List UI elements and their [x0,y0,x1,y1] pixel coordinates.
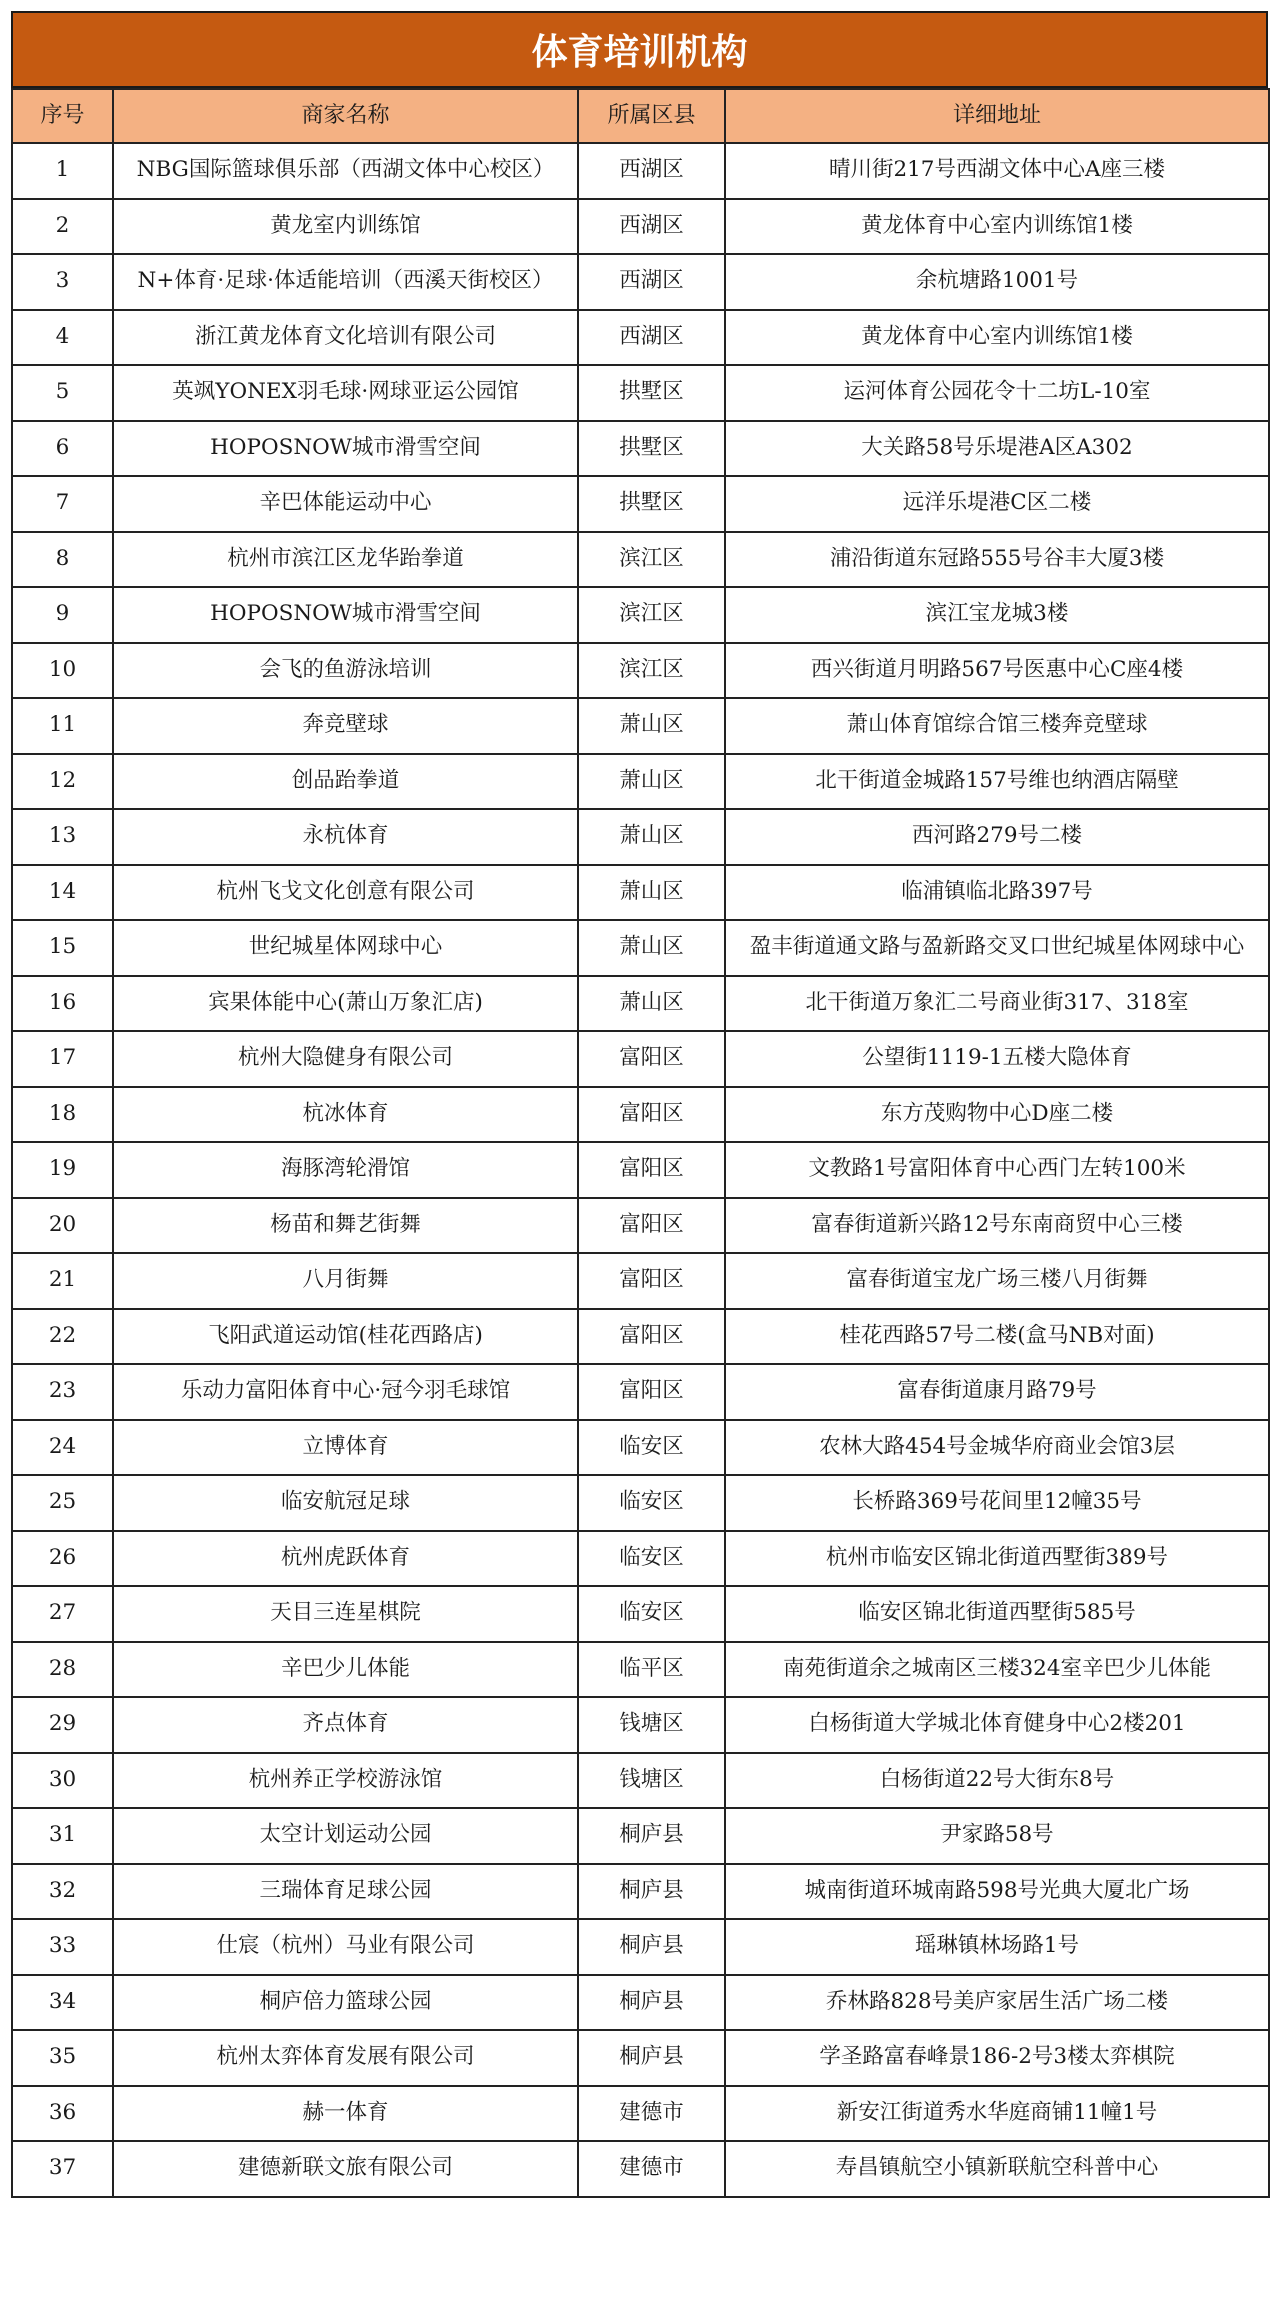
district-cell: 滨江区 [578,643,725,699]
row-index-cell: 5 [12,365,113,421]
row-index-cell: 20 [12,1198,113,1254]
merchant-name-cell: 世纪城星体网球中心 [113,920,578,976]
table-row [12,809,1269,865]
merchant-name-cell: 齐点体育 [113,1697,578,1753]
table-row [12,1253,1269,1309]
merchant-name-cell: 杭州大隐健身有限公司 [113,1031,578,1087]
address-cell: 西河路279号二楼 [725,809,1269,865]
district-cell: 临安区 [578,1475,725,1531]
table-row [12,2030,1269,2086]
row-index-cell: 8 [12,532,113,588]
merchant-name-cell: 乐动力富阳体育中心·冠今羽毛球馆 [113,1364,578,1420]
district-cell: 桐庐县 [578,2030,725,2086]
address-cell: 杭州市临安区锦北街道西墅街389号 [725,1531,1269,1587]
table-row [12,365,1269,421]
address-cell: 黄龙体育中心室内训练馆1楼 [725,310,1269,366]
district-cell: 钱塘区 [578,1753,725,1809]
address-cell: 南苑街道余之城南区三楼324室辛巴少儿体能 [725,1642,1269,1698]
district-cell: 临平区 [578,1642,725,1698]
merchant-name-cell: 临安航冠足球 [113,1475,578,1531]
district-cell: 富阳区 [578,1142,725,1198]
row-index-cell: 32 [12,1864,113,1920]
row-index-cell: 21 [12,1253,113,1309]
merchant-name-cell: 黄龙室内训练馆 [113,199,578,255]
row-index-cell: 19 [12,1142,113,1198]
table-row [12,587,1269,643]
row-index-cell: 18 [12,1087,113,1143]
merchant-name-cell: 杨苗和舞艺街舞 [113,1198,578,1254]
district-cell: 西湖区 [578,143,725,199]
address-cell: 公望街1119-1五楼大隐体育 [725,1031,1269,1087]
merchant-name-cell: 杭冰体育 [113,1087,578,1143]
district-cell: 富阳区 [578,1198,725,1254]
address-cell: 北干街道金城路157号维也纳酒店隔壁 [725,754,1269,810]
address-cell: 晴川街217号西湖文体中心A座三楼 [725,143,1269,199]
header-district: 所属区县 [578,89,725,143]
district-cell: 临安区 [578,1586,725,1642]
header-index: 序号 [12,89,113,143]
district-cell: 富阳区 [578,1253,725,1309]
merchant-name-cell: 飞阳武道运动馆(桂花西路店) [113,1309,578,1365]
address-cell: 大关路58号乐堤港A区A302 [725,421,1269,477]
table-row [12,143,1269,199]
row-index-cell: 4 [12,310,113,366]
address-cell: 盈丰街道通文路与盈新路交叉口世纪城星体网球中心 [725,920,1269,976]
row-index-cell: 22 [12,1309,113,1365]
row-index-cell: 31 [12,1808,113,1864]
row-index-cell: 15 [12,920,113,976]
address-cell: 白杨街道大学城北体育健身中心2楼201 [725,1697,1269,1753]
address-cell: 长桥路369号花间里12幢35号 [725,1475,1269,1531]
row-index-cell: 14 [12,865,113,921]
merchant-name-cell: 杭州市滨江区龙华跆拳道 [113,532,578,588]
district-cell: 萧山区 [578,809,725,865]
table-row [12,1531,1269,1587]
row-index-cell: 13 [12,809,113,865]
district-cell: 拱墅区 [578,476,725,532]
table-row [12,698,1269,754]
merchant-name-cell: 浙江黄龙体育文化培训有限公司 [113,310,578,366]
address-cell: 富春街道康月路79号 [725,1364,1269,1420]
row-index-cell: 2 [12,199,113,255]
merchant-name-cell: 辛巴体能运动中心 [113,476,578,532]
merchant-name-cell: 仕宸（杭州）马业有限公司 [113,1919,578,1975]
table-row [12,1142,1269,1198]
merchant-name-cell: 英飒YONEX羽毛球·网球亚运公园馆 [113,365,578,421]
address-cell: 余杭塘路1001号 [725,254,1269,310]
row-index-cell: 33 [12,1919,113,1975]
table-row [12,476,1269,532]
document [11,11,1268,2198]
address-cell: 运河体育公园花令十二坊L-10室 [725,365,1269,421]
district-cell: 富阳区 [578,1087,725,1143]
address-cell: 北干街道万象汇二号商业街317、318室 [725,976,1269,1032]
institutions-table [11,88,1270,2198]
district-cell: 建德市 [578,2141,725,2197]
row-index-cell: 24 [12,1420,113,1476]
address-cell: 临浦镇临北路397号 [725,865,1269,921]
row-index-cell: 16 [12,976,113,1032]
address-cell: 城南街道环城南路598号光典大厦北广场 [725,1864,1269,1920]
table-row [12,976,1269,1032]
merchant-name-cell: 杭州养正学校游泳馆 [113,1753,578,1809]
merchant-name-cell: 八月街舞 [113,1253,578,1309]
address-cell: 农林大路454号金城华府商业会馆3层 [725,1420,1269,1476]
merchant-name-cell: 创品跆拳道 [113,754,578,810]
row-index-cell: 26 [12,1531,113,1587]
merchant-name-cell: HOPOSNOW城市滑雪空间 [113,587,578,643]
table-row [12,1031,1269,1087]
row-index-cell: 1 [12,143,113,199]
table-row [12,920,1269,976]
district-cell: 富阳区 [578,1309,725,1365]
district-cell: 萧山区 [578,754,725,810]
row-index-cell: 36 [12,2086,113,2142]
table-row [12,2141,1269,2197]
district-cell: 桐庐县 [578,1808,725,1864]
merchant-name-cell: 桐庐倍力篮球公园 [113,1975,578,2031]
address-cell: 白杨街道22号大街东8号 [725,1753,1269,1809]
table-row [12,865,1269,921]
header-address: 详细地址 [725,89,1269,143]
address-cell: 临安区锦北街道西墅街585号 [725,1586,1269,1642]
merchant-name-cell: 立博体育 [113,1420,578,1476]
merchant-name-cell: 太空计划运动公园 [113,1808,578,1864]
header-row [12,89,1269,143]
address-cell: 新安江街道秀水华庭商铺11幢1号 [725,2086,1269,2142]
table-row [12,1753,1269,1809]
address-cell: 滨江宝龙城3楼 [725,587,1269,643]
address-cell: 浦沿街道东冠路555号谷丰大厦3楼 [725,532,1269,588]
table-row [12,1919,1269,1975]
merchant-name-cell: 建德新联文旅有限公司 [113,2141,578,2197]
address-cell: 萧山体育馆综合馆三楼奔竞壁球 [725,698,1269,754]
table-row [12,1864,1269,1920]
district-cell: 西湖区 [578,199,725,255]
merchant-name-cell: NBG国际篮球俱乐部（西湖文体中心校区） [113,143,578,199]
row-index-cell: 34 [12,1975,113,2031]
table-row [12,2086,1269,2142]
merchant-name-cell: HOPOSNOW城市滑雪空间 [113,421,578,477]
district-cell: 桐庐县 [578,1864,725,1920]
merchant-name-cell: 会飞的鱼游泳培训 [113,643,578,699]
table-row [12,421,1269,477]
merchant-name-cell: 奔竞壁球 [113,698,578,754]
district-cell: 建德市 [578,2086,725,2142]
address-cell: 学圣路富春峰景186-2号3楼太弈棋院 [725,2030,1269,2086]
header-merchant-name: 商家名称 [113,89,578,143]
district-cell: 临安区 [578,1531,725,1587]
address-cell: 瑶琳镇林场路1号 [725,1919,1269,1975]
row-index-cell: 9 [12,587,113,643]
table-row [12,1475,1269,1531]
district-cell: 萧山区 [578,865,725,921]
district-cell: 西湖区 [578,310,725,366]
table-row [12,532,1269,588]
table-row [12,1087,1269,1143]
district-cell: 钱塘区 [578,1697,725,1753]
district-cell: 拱墅区 [578,365,725,421]
merchant-name-cell: 杭州太弈体育发展有限公司 [113,2030,578,2086]
row-index-cell: 35 [12,2030,113,2086]
row-index-cell: 29 [12,1697,113,1753]
row-index-cell: 7 [12,476,113,532]
table-row [12,310,1269,366]
merchant-name-cell: N+体育·足球·体适能培训（西溪天街校区） [113,254,578,310]
table-row [12,1420,1269,1476]
table-body [12,143,1269,2197]
table-row [12,1364,1269,1420]
district-cell: 滨江区 [578,587,725,643]
row-index-cell: 28 [12,1642,113,1698]
merchant-name-cell: 杭州虎跃体育 [113,1531,578,1587]
row-index-cell: 12 [12,754,113,810]
address-cell: 文教路1号富阳体育中心西门左转100米 [725,1142,1269,1198]
district-cell: 拱墅区 [578,421,725,477]
table-title: 体育培训机构 [11,11,1268,88]
address-cell: 东方茂购物中心D座二楼 [725,1087,1269,1143]
district-cell: 滨江区 [578,532,725,588]
merchant-name-cell: 三瑞体育足球公园 [113,1864,578,1920]
address-cell: 富春街道宝龙广场三楼八月街舞 [725,1253,1269,1309]
merchant-name-cell: 杭州飞戈文化创意有限公司 [113,865,578,921]
district-cell: 桐庐县 [578,1919,725,1975]
row-index-cell: 10 [12,643,113,699]
table-row [12,754,1269,810]
address-cell: 寿昌镇航空小镇新联航空科普中心 [725,2141,1269,2197]
row-index-cell: 37 [12,2141,113,2197]
district-cell: 萧山区 [578,920,725,976]
district-cell: 富阳区 [578,1031,725,1087]
table-row [12,1808,1269,1864]
row-index-cell: 3 [12,254,113,310]
merchant-name-cell: 赫一体育 [113,2086,578,2142]
address-cell: 尹家路58号 [725,1808,1269,1864]
merchant-name-cell: 宾果体能中心(萧山万象汇店) [113,976,578,1032]
table-row [12,199,1269,255]
district-cell: 临安区 [578,1420,725,1476]
address-cell: 黄龙体育中心室内训练馆1楼 [725,199,1269,255]
district-cell: 富阳区 [578,1364,725,1420]
table-row [12,1309,1269,1365]
table-row [12,1975,1269,2031]
district-cell: 萧山区 [578,698,725,754]
row-index-cell: 27 [12,1586,113,1642]
address-cell: 富春街道新兴路12号东南商贸中心三楼 [725,1198,1269,1254]
district-cell: 桐庐县 [578,1975,725,2031]
row-index-cell: 11 [12,698,113,754]
row-index-cell: 30 [12,1753,113,1809]
row-index-cell: 23 [12,1364,113,1420]
row-index-cell: 25 [12,1475,113,1531]
district-cell: 萧山区 [578,976,725,1032]
table-row [12,1586,1269,1642]
merchant-name-cell: 海豚湾轮滑馆 [113,1142,578,1198]
address-cell: 远洋乐堤港C区二楼 [725,476,1269,532]
address-cell: 西兴街道月明路567号医惠中心C座4楼 [725,643,1269,699]
table-row [12,643,1269,699]
merchant-name-cell: 天目三连星棋院 [113,1586,578,1642]
table-row [12,1697,1269,1753]
address-cell: 乔林路828号美庐家居生活广场二楼 [725,1975,1269,2031]
table-row [12,1642,1269,1698]
address-cell: 桂花西路57号二楼(盒马NB对面) [725,1309,1269,1365]
district-cell: 西湖区 [578,254,725,310]
row-index-cell: 17 [12,1031,113,1087]
merchant-name-cell: 永杭体育 [113,809,578,865]
table-row [12,254,1269,310]
table-row [12,1198,1269,1254]
row-index-cell: 6 [12,421,113,477]
merchant-name-cell: 辛巴少儿体能 [113,1642,578,1698]
